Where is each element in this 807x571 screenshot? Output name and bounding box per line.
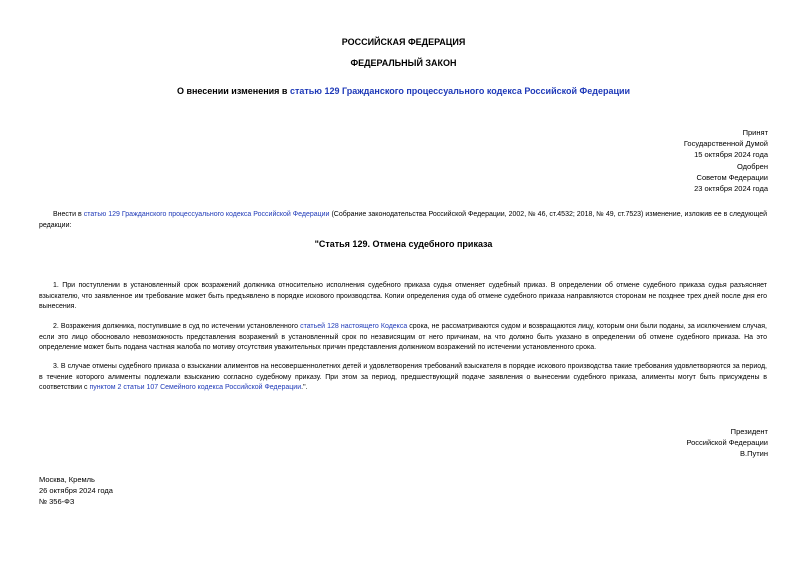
paragraph-2-suffix: срока, не рассматриваются судом и возвращаются лицу, которым они были поданы, за исключением случая, если это лицо обосновало невозможность представления возражений в установленный срок по независящим от него причинам, на что должно быть указано в определении об отмене судебного приказа. На это определение может быть подана частная жалоба по мотиву отсутствия уважительных причин представления должником возражений по истечении установленного срока. [39,323,767,351]
paragraph-1: 1. При поступлении в установленный срок возражений должника относительно исполнения судебного приказа судья отменяет судебный приказ. В определении об отмене судебного приказа судья разъясняет взыскателю, что заявленное им требование может быть предъявлено в порядке искового производства. Копии определения суда об отмене судебного приказа направляются сторонам не позднее трех дней после дня его вынесения. [39,282,767,310]
signature-line: В.Путин [740,449,768,458]
intro-prefix: Внести в [53,211,84,218]
intro-suffix: (Собрание законодательства Российской Федерации, 2002, № 46, ст.4532; 2018, № 49, ст.7523) изменение, изложив ее в следующей редакции: [39,211,768,229]
law-number-line: № 356-ФЗ [39,497,75,506]
adoption-block [684,127,768,194]
intro-paragraph [39,210,767,231]
paragraph-3-prefix: 3. В случае отмены судебного приказа о взыскании алиментов на несовершеннолетних детей и удовлетворения требований взыскателя в порядке искового производства такие требования удовлетворяются за период, в течение которого алименты подлежали взысканию согласно судебному приказу. При этом за период, предшествующий подаче заявления о вынесении судебного приказа, алименты могут быть присуждены в соответствии с [39,363,767,391]
paragraph-3-suffix: .". [301,384,308,391]
date-line: 26 октября 2024 года [39,486,113,495]
place-line: Москва, Кремль [39,475,95,484]
signature-line: Президент [730,427,768,436]
signature-block [686,426,768,459]
article-129-intro-link[interactable]: статью 129 Гражданского процессуального кодекса Российской Федерации [83,211,330,218]
adopted-line: Одобрен [737,161,768,171]
adopted-line: 23 октября 2024 года [694,184,768,194]
paragraph-2-prefix: 2. Возражения должника, поступившие в суд по истечении установленного [53,323,301,330]
adopted-line: Советом Федерации [696,172,768,182]
adopted-line: Принят [742,128,768,137]
adopted-line: Государственной Думой [683,139,768,149]
country-heading: РОССИЙСКАЯ ФЕДЕРАЦИЯ [341,37,466,47]
paragraph-3 [39,362,767,394]
article-129-title-link[interactable]: статью 129 Гражданского процессуального кодекса Российской Федерации [289,86,631,96]
adopted-line: 15 октября 2024 года [694,150,768,160]
article-128-link[interactable]: статьей 128 настоящего Кодекса [300,323,408,330]
signature-line: Российской Федерации [686,438,768,447]
law-title [0,86,807,96]
law-title-prefix: О внесении изменения в [176,86,290,96]
paragraph-2 [39,322,767,354]
place-date-block [39,474,113,507]
family-code-link[interactable]: пунктом 2 статьи 107 Семейного кодекса Российской Федерации [89,384,302,391]
law-type-heading: ФЕДЕРАЛЬНЫЙ ЗАКОН [350,58,457,68]
article-title: "Статья 129. Отмена судебного приказа [314,239,493,249]
